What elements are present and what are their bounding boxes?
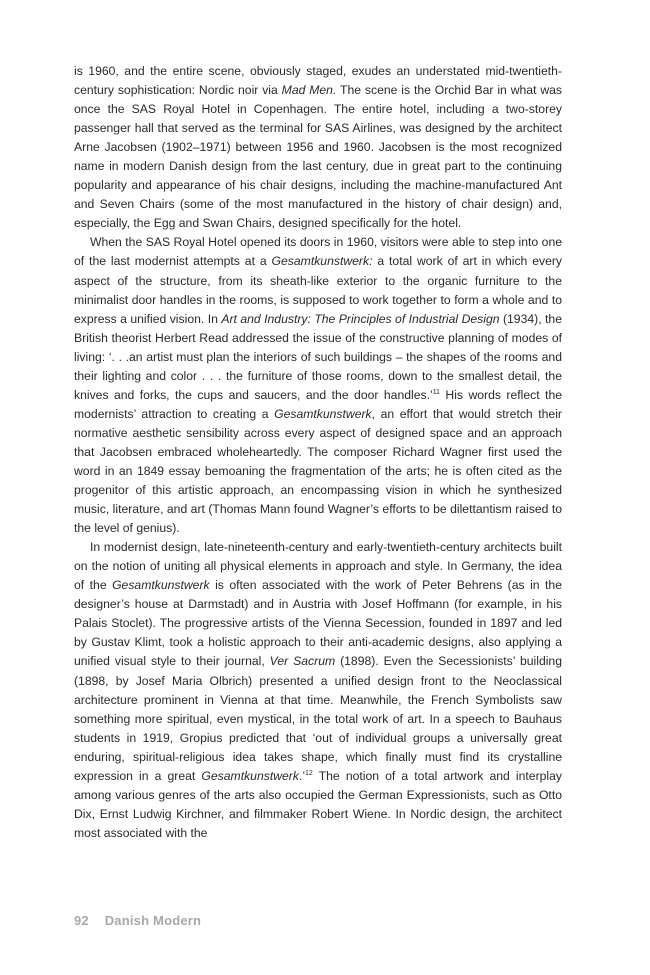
paragraph-3 bbox=[74, 538, 562, 843]
text-run: .’ bbox=[298, 768, 306, 783]
text-run: The notion of a total artwork and interplay among various genres of the arts also occupied the German Expressionists, such as Otto Dix, Ernst Ludwig Kirchner, and filmmaker Robert Wiene. In Nordic design, the architect most associated with the bbox=[74, 768, 562, 840]
text-run: is often associated with the work of Peter Behrens (as in the designer’s house at Darmstadt) and in Austria with Josef Hoffmann (for example, in his Palais Stoclet). The progressive artists of the Vienna Secession, founded in 1897 and led by Gustav Klimt, took a holistic approach to their anti-academic designs, also applying a unified visual style to their journal, bbox=[74, 578, 562, 669]
paragraph-1 bbox=[74, 62, 562, 233]
italic-text: Ver Sacrum bbox=[269, 654, 336, 669]
body-text bbox=[74, 62, 562, 843]
footnote-ref: 12 bbox=[305, 769, 313, 777]
paragraph-2 bbox=[74, 233, 562, 538]
italic-text: Gesamtkunstwerk bbox=[201, 768, 299, 783]
text-run: is 1960, and the entire scene, obviously staged, exudes an understated mid-twentieth-century sophistication: Nordic noir via bbox=[74, 64, 562, 98]
text-run: His words reflect the modernists’ attraction to creating a bbox=[74, 387, 562, 421]
page-footer bbox=[74, 913, 201, 928]
text-run: In modernist design, late-nineteenth-century and early-twentieth-century architects built on the notion of uniting all physical elements in approach and style. In Germany, the idea of the bbox=[74, 540, 562, 593]
page-number: 92 bbox=[74, 913, 89, 928]
italic-text: Mad Men. bbox=[281, 83, 337, 98]
italic-text: Gesamtkunstwerk bbox=[112, 578, 210, 593]
text-run: , an effort that would stretch their normative aesthetic sensibility across every aspect of designed space and an approach that Jacobsen embraced wholeheartedly. The composer Richard Wagner first used the word in an 1849 essay bemoaning the fragmentation of the arts; he is often cited as the progenitor of this artistic approach, an encompassing vision in which he synthesized music, literature, and art (Thomas Mann found Wagner’s efforts to be dilettantism raised to the level of genius). bbox=[74, 406, 562, 536]
text-run: (1934), the British theorist Herbert Read addressed the issue of the constructive planning of modes of living: ‘. . .an artist must plan the interiors of such buildings – the shapes of the rooms and their lighting and color . . . the furniture of those rooms, down to the smallest detail, the knives and forks, the cups and saucers, and the door handles.’ bbox=[74, 311, 562, 402]
text-run: When the SAS Royal Hotel opened its doors in 1960, visitors were able to step into one of the last modernist attempts at a bbox=[74, 235, 562, 269]
footnote-ref: 11 bbox=[432, 388, 440, 396]
text-run: a total work of art in which every aspect of the structure, from its sheath-like exterior to the organic furniture to the minimalist door handles in the rooms, is supposed to work together to form a whole and to express a unified vision. In bbox=[74, 254, 563, 326]
italic-text: Gesamtkunstwerk bbox=[274, 406, 372, 421]
italic-text: Art and Industry: The Principles of Industrial Design bbox=[221, 311, 500, 326]
text-run: The scene is the Orchid Bar in what was once the SAS Royal Hotel in Copenhagen. The entire hotel, including a two-storey passenger hall that served as the terminal for SAS Airlines, was designed by the architect Arne Jacobsen (1902–1971) between 1956 and 1960. Jacobsen is the most recognized name in modern Danish design from the last century, due in great part to the continuing popularity and appearance of his chair designs, including the machine-manufactured Ant and Seven Chairs (some of the most manufactured in the history of chair design) and, especially, the Egg and Swan Chairs, designed specifically for the hotel. bbox=[74, 83, 562, 231]
italic-text: Gesamtkunstwerk: bbox=[271, 254, 373, 269]
text-run: (1898). Even the Secessionists’ building (1898, by Josef Maria Olbrich) presented a unified design front to the Neoclassical architecture prominent in Vienna at that time. Meanwhile, the French Symbolists saw something more spiritual, even mystical, in the total work of art. In a speech to Bauhaus students in 1919, Gropius predicted that ‘out of individual groups a universally great enduring, spiritual-religious idea takes shape, which finally must find its crystalline expression in a great bbox=[74, 654, 562, 783]
running-title: Danish Modern bbox=[104, 913, 202, 928]
